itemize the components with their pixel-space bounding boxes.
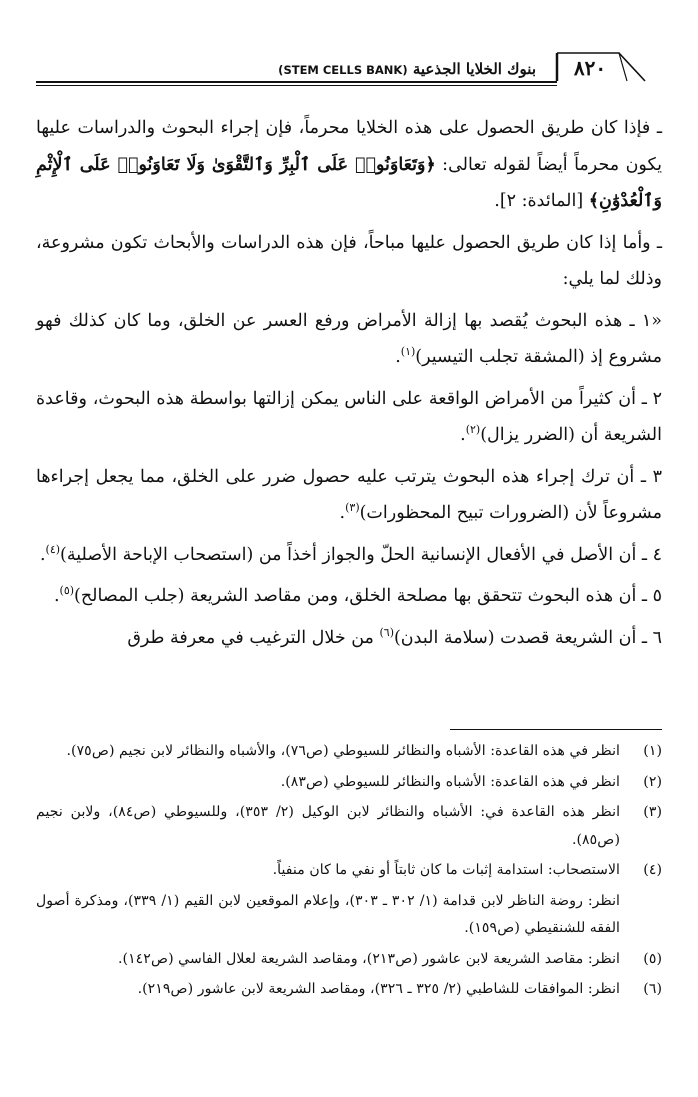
footnote-separator	[450, 729, 662, 730]
header-rule-thin	[36, 85, 557, 86]
footnote-number: (٦)	[643, 981, 662, 997]
footnote-continuation	[36, 888, 662, 943]
list-item: ٦ ـ أن الشريعة قصدت (سلامة البدن)$^{(٦)}$ من خلال الترغيب في معرفة طرق	[127, 625, 662, 648]
footnote-number: (٤)	[643, 862, 662, 878]
list-item: ٢ ـ أن كثيراً من الأمراض الواقعة على الناس يمكن إزالتها بواسطة هذه البحوث، وقاعدة الشريعة أن (الضرر يزال)$^{(٢)}$.	[36, 388, 662, 445]
footnote-text: انظر في هذه القاعدة: الأشباه والنظائر للسيوطي (ص٧٦)، والأشباه والنظائر لابن نجيم (ص٧٥).	[66, 743, 620, 759]
paragraph: ـ فإذا كان طريق الحصول على هذه الخلايا محرماً، فإن إجراء البحوث والدراسات عليها يكون محرماً أيضاً لقوله تعالى: ﴿وَتَعَاوَنُوا۟ عَلَى ٱلْبِرِّ وَٱلتَّقْوَىٰ وَلَا تَعَاوَنُوا۟ عَلَى ٱلْإِثْمِ وَٱلْعُدْوَٰنِ﴾ [المائدة: ٢].	[36, 118, 662, 211]
footnote-text: انظر: روضة الناظر لابن قدامة (١/ ٣٠٢ ـ ٣٠٣)، وإعلام الموقعين لابن القيم (١/ ٣٣٩)، ومذكرة أصول الفقه للشنقيطي (ص١٥٩).	[36, 892, 620, 936]
footnote-number	[620, 888, 662, 943]
running-header	[36, 60, 536, 78]
page-number-box	[553, 50, 649, 83]
footnote-ref: (٦)	[379, 625, 394, 639]
header-rule	[36, 81, 557, 83]
footnote	[36, 976, 662, 1004]
footnote	[36, 946, 662, 974]
footnote-text: الاستصحاب: استدامة إثبات ما كان ثابتاً أو نفي ما كان منفياً.	[272, 862, 620, 878]
footnotes	[36, 738, 662, 1007]
list-item: ٤ ـ أن الأصل في الأفعال الإنسانية الحلّ والجواز أخذاً من (استصحاب الإباحة الأصلية)$^{(٤)}$.	[39, 542, 662, 565]
footnote	[36, 799, 662, 854]
footnote	[36, 769, 662, 797]
page-number: ٨٢٠	[573, 56, 607, 80]
footnote-ref: (٣)	[345, 501, 360, 515]
footnote	[36, 857, 662, 885]
footnote-ref: (٢)	[465, 423, 481, 437]
footnote-text: انظر: الموافقات للشاطبي (٢/ ٣٢٥ ـ ٣٢٦)، ومقاصد الشريعة لابن عاشور (ص٢١٩).	[137, 981, 620, 997]
footnote-text: انظر: مقاصد الشريعة لابن عاشور (ص٢١٣)، ومقاصد الشريعة لعلال الفاسي (ص١٤٢).	[118, 950, 620, 967]
footnote-ref: (١)	[400, 345, 416, 359]
footnote-text: انظر هذه القاعدة في: الأشباه والنظائر لابن الوكيل (٢/ ٣٥٣)، وللسيوطي (ص٨٤)، ولابن نجيم (ص٨٥).	[36, 804, 621, 848]
paragraph: ـ وأما إذا كان طريق الحصول عليها مباحاً، فإن هذه الدراسات والأبحاث تكون مشروعة، وذلك لما يلي:	[36, 232, 662, 289]
footnote	[36, 738, 662, 766]
quran-verse: ﴿وَتَعَاوَنُوا۟ عَلَى ٱلْبِرِّ وَٱلتَّقْوَىٰ وَلَا تَعَاوَنُوا۟ عَلَى ٱلْإِثْمِ وَٱلْعُدْوَٰنِ﴾	[36, 154, 662, 211]
footnote-ref: (٥)	[59, 584, 75, 598]
footnote-number: (١)	[643, 743, 662, 759]
footnote-number: (٥)	[643, 950, 662, 967]
main-text	[36, 110, 662, 661]
list-item: ٣ ـ أن ترك إجراء هذه البحوث يترتب عليه حصول ضرر على الخلق، مما يجعل إجراءها مشروعاً لأن (الضرورات تبيح المحظورات)$^{(٣)}$.	[36, 466, 662, 523]
list-item: ٥ ـ أن هذه البحوث تتحقق بها مصلحة الخلق، ومن مقاصد الشريعة (جلب المصالح)$^{(٥)}$.	[53, 584, 662, 606]
running-title-latin: (STEM CELLS BANK)	[278, 63, 408, 77]
running-title-arabic: بنوك الخلايا الجذعية	[412, 60, 536, 78]
footnote-ref: (٤)	[45, 542, 61, 556]
footnote-number: (٢)	[643, 773, 662, 790]
list-item: «١ ـ هذه البحوث يُقصد بها إزالة الأمراض ورفع العسر عن الخلق، وما كان كذلك فهو مشروع إذ (المشقة تجلب التيسير)$^{(١)}$.	[36, 310, 662, 367]
verse-reference: [المائدة: ٢].	[494, 191, 589, 211]
footnote-number: (٣)	[643, 804, 662, 820]
footnote-text: انظر في هذه القاعدة: الأشباه والنظائر للسيوطي (ص٨٣).	[280, 773, 620, 790]
